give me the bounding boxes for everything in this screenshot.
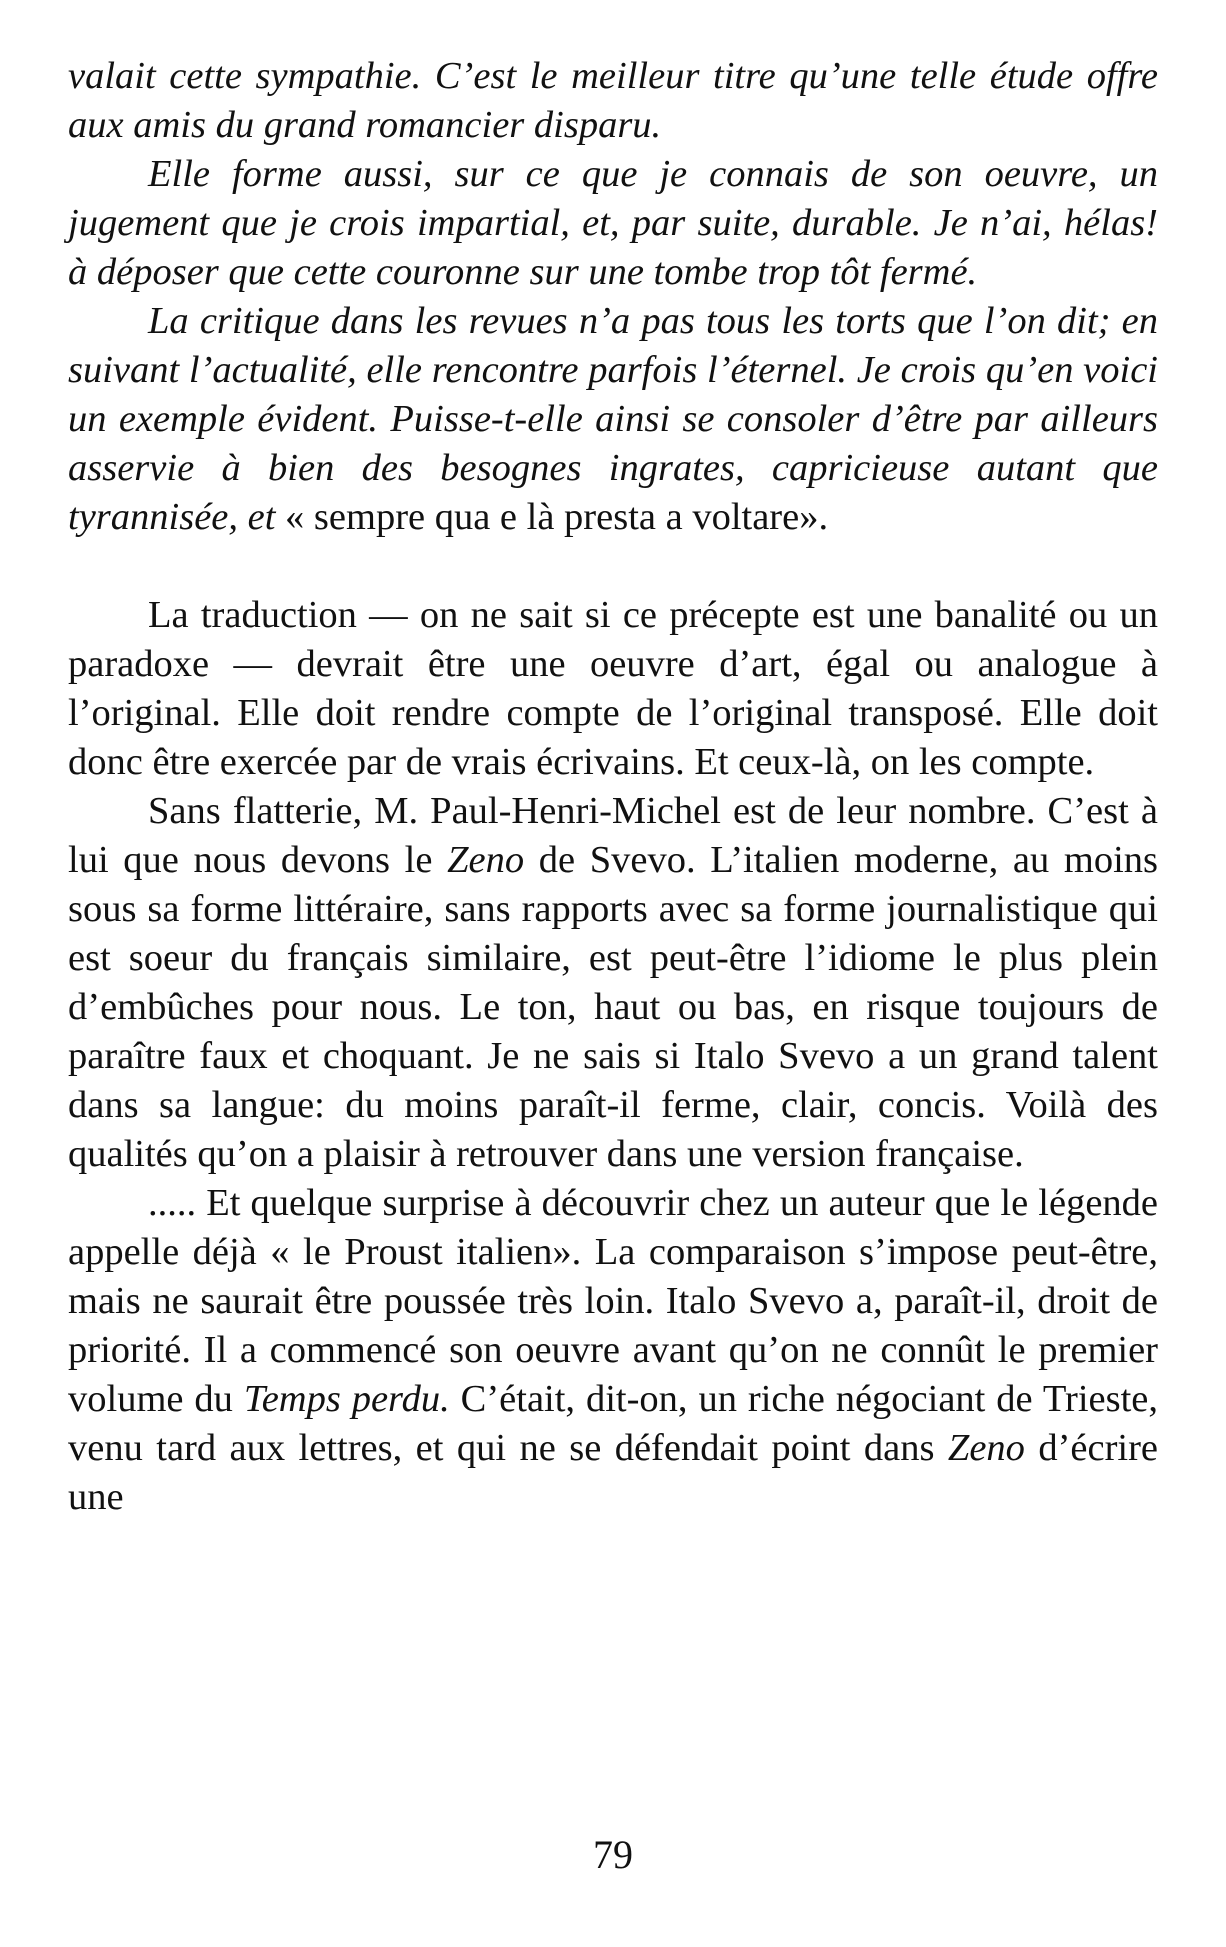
section-break <box>68 542 1158 591</box>
paragraph-6-text-b: C’était, dit-on, un riche négociant de Trieste, venu tard aux lettres, et qui ne se défendait point dans <box>68 1378 1159 1469</box>
paragraph-6-title-temps-perdu: Temps perdu. <box>243 1378 450 1420</box>
paragraph-5-text-a: Sans flatterie, M. Paul-Henri-Michel est de leur nombre. C’est à lui que nous devons le <box>68 790 1158 881</box>
paragraph-4 <box>68 591 1158 787</box>
paragraph-2 <box>68 150 1158 297</box>
page-body <box>68 52 1158 1522</box>
paragraph-5 <box>68 787 1158 1179</box>
paragraph-2-text: Elle forme aussi, sur ce que je connais de son oeuvre, un jugement que je crois impartial, et, par suite, durable. Je n’ai, hélas! à déposer que cette couronne sur une tombe trop tôt fermé. <box>68 153 1158 293</box>
paragraph-6 <box>68 1179 1158 1522</box>
paragraph-1-text: valait cette sympathie. C’est le meilleur titre qu’une telle étude offre aux amis du grand romancier disparu. <box>68 55 1158 146</box>
paragraph-5-text-b: de Svevo. L’italien moderne, au moins sous sa forme littéraire, sans rapports avec sa forme journalistique qui est soeur du français similaire, est peut-être l’idiome le plus plein d’embûches pour nous. Le ton, haut ou bas, en risque toujours de paraître faux et choquant. Je ne sais si Italo Svevo a un grand talent dans sa langue: du moins paraît-il ferme, clair, concis. Voilà des qualités qu’on a plaisir à retrouver dans une version française. <box>68 839 1158 1175</box>
paragraph-1 <box>68 52 1158 150</box>
page-number: 79 <box>593 1832 633 1877</box>
paragraph-6-title-zeno: Zeno <box>947 1427 1025 1469</box>
paragraph-4-text: La traduction — on ne sait si ce précepte est une banalité ou un paradoxe — devrait être une oeuvre d’art, égal ou analogue à l’original. Elle doit rendre compte de l’original transposé. Elle doit donc être exercée par de vrais écrivains. Et ceux-là, on les compte. <box>68 594 1158 783</box>
paragraph-3-italic-text: La critique dans les revues n’a pas tous les torts que l’on dit; en suivant l’actualité, elle rencontre parfois l’éternel. Je crois qu’en voici un exemple évident. Puisse-t-elle ainsi se consoler d’être par ailleurs asservie à bien des besognes ingrates, capricieuse autant que tyrannisée, et <box>68 300 1158 538</box>
paragraph-6-text-c: d’écrire une <box>68 1427 1158 1518</box>
paragraph-6-text-a: ..... Et quelque surprise à découvrir chez un auteur que le légende appelle déjà « le Proust italien». La comparaison s’impose peut-être, mais ne saurait être poussée très loin. Italo Svevo a, paraît-il, droit de priorité. Il a commencé son oeuvre avant qu’on ne connût le premier volume du <box>68 1182 1158 1420</box>
paragraph-5-title-zeno: Zeno <box>447 839 525 881</box>
paragraph-3-quote: « sempre qua e là presta a voltare». <box>285 496 829 538</box>
paragraph-3 <box>68 297 1158 542</box>
